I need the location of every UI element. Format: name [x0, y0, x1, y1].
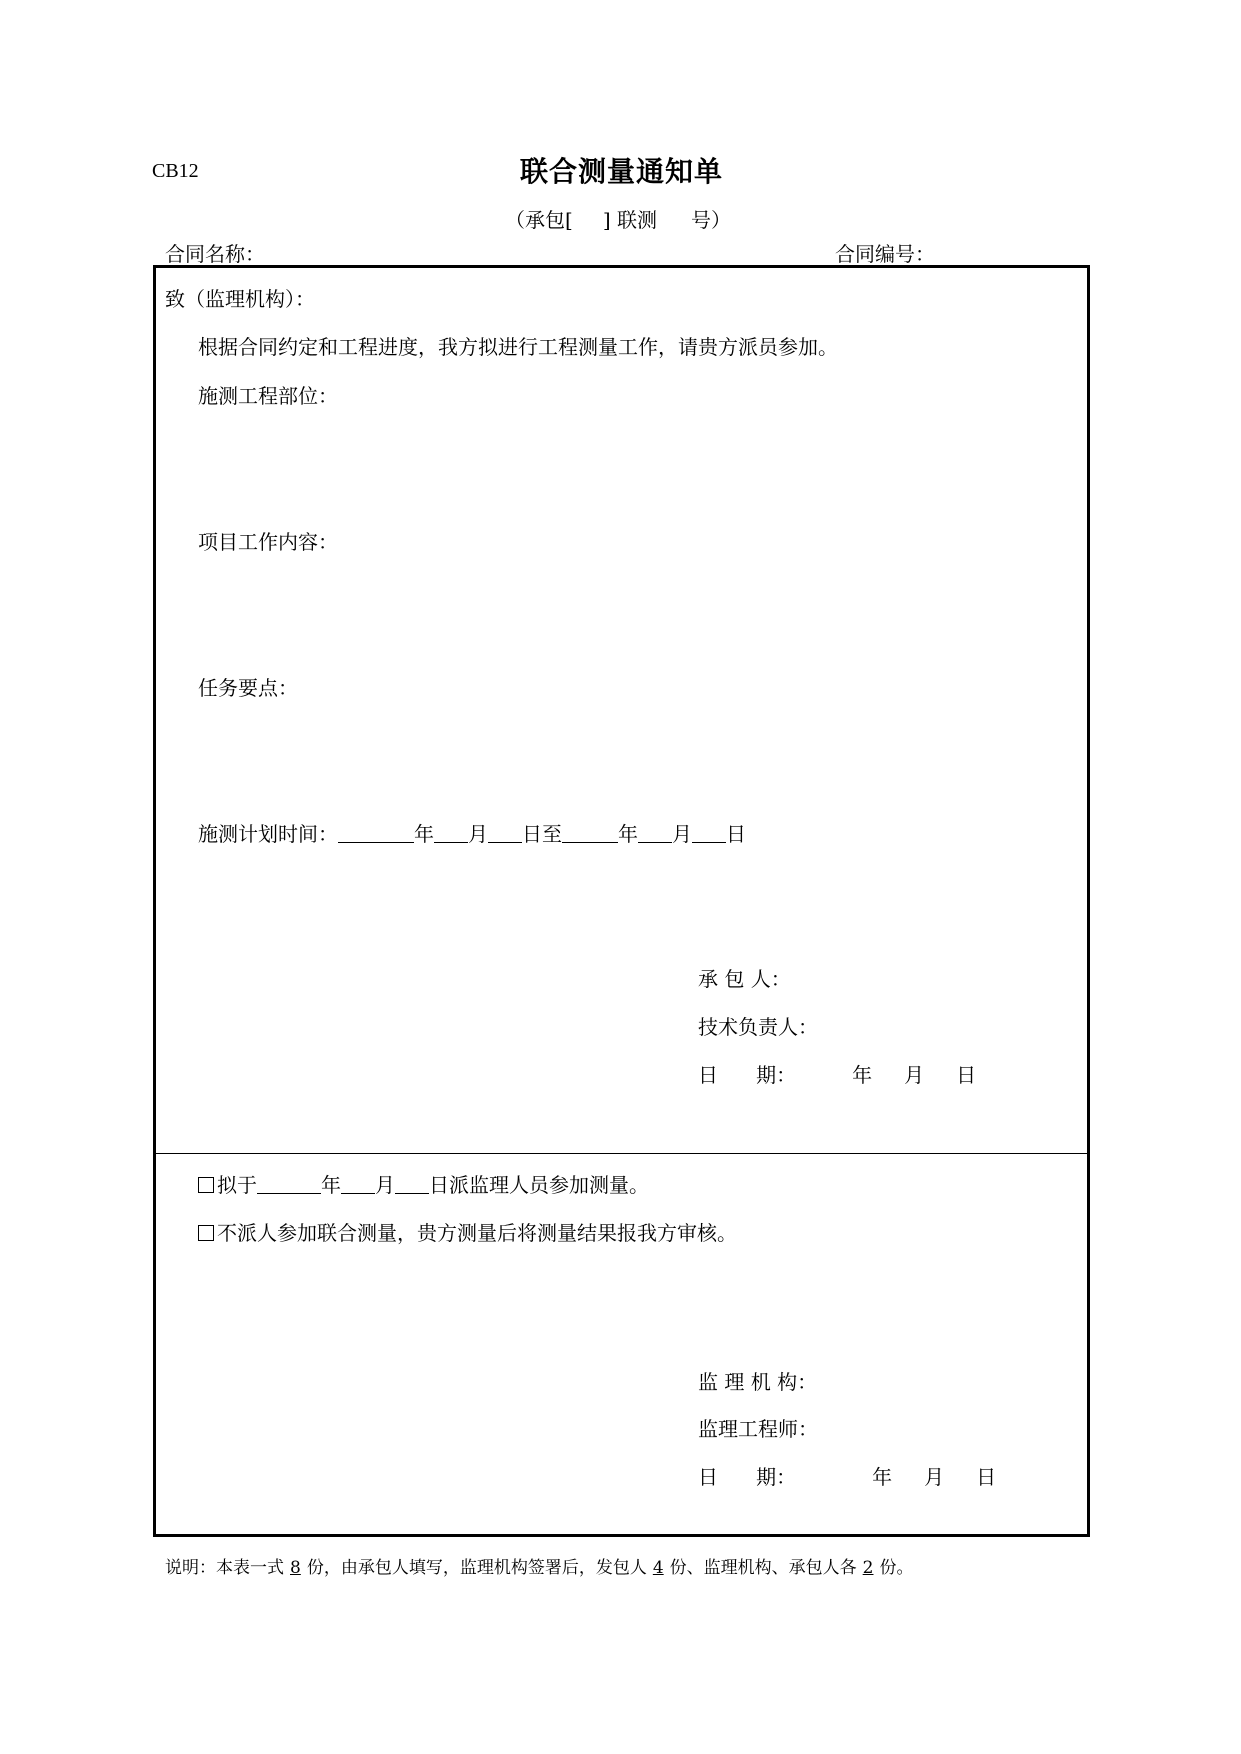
- form-number-line: [505, 204, 731, 233]
- note-copies-each: 2: [862, 1558, 874, 1578]
- subtitle-mid: ] 联测: [602, 208, 657, 232]
- schedule-day2-blank[interactable]: [692, 822, 726, 843]
- option1-month: 月: [375, 1173, 395, 1197]
- schedule-day2: 日: [726, 822, 746, 846]
- note-part1: 说明：本表一式: [165, 1558, 284, 1578]
- option1-prefix: 拟于: [217, 1173, 257, 1197]
- schedule-year2-blank[interactable]: [562, 822, 618, 843]
- agency-date-year: 年: [872, 1465, 893, 1489]
- schedule-year2: 年: [618, 822, 638, 846]
- intro-text: 根据合同约定和工程进度，我方拟进行工程测量工作，请贵方派员参加。: [198, 335, 838, 359]
- contractor-date-year: 年: [852, 1063, 873, 1087]
- option1-suffix: 日派监理人员参加测量。: [429, 1173, 649, 1197]
- option1-checkbox[interactable]: [198, 1177, 214, 1193]
- location-label: 施测工程部位：: [198, 384, 338, 408]
- option1-year-blank[interactable]: [257, 1173, 321, 1194]
- agency-date-line: [698, 1461, 996, 1490]
- option1-line: [198, 1169, 649, 1198]
- page-title: 联合测量通知单: [520, 155, 724, 188]
- contractor-date-line: [698, 1059, 976, 1088]
- note-copies-owner: 4: [652, 1558, 664, 1578]
- note-part2: 份，由承包人填写，监理机构签署后，发包人: [306, 1558, 647, 1578]
- option1-month-blank[interactable]: [341, 1173, 375, 1194]
- schedule-month2-blank[interactable]: [638, 822, 672, 843]
- option1-year: 年: [321, 1173, 341, 1197]
- schedule-month: 月: [468, 822, 488, 846]
- schedule-line: [198, 818, 746, 847]
- schedule-year-blank[interactable]: [338, 822, 414, 843]
- tech-lead-label: 技术负责人：: [698, 1015, 818, 1039]
- footer-note: [165, 1553, 913, 1578]
- option1-day-blank[interactable]: [395, 1173, 429, 1194]
- note-part3: 份、监理机构、承包人各: [669, 1558, 857, 1578]
- option2-text: 不派人参加联合测量，贵方测量后将测量结果报我方审核。: [217, 1221, 737, 1245]
- schedule-label: 施测计划时间：: [198, 822, 338, 846]
- engineer-label: 监理工程师：: [698, 1417, 818, 1441]
- contract-no-label: 合同编号：: [835, 242, 935, 266]
- option2-checkbox[interactable]: [198, 1225, 214, 1241]
- agency-date-label: 日 期：: [698, 1465, 797, 1489]
- contractor-label: 承 包 人：: [698, 967, 791, 991]
- form-code: CB12: [152, 160, 199, 182]
- key-points-label: 任务要点：: [198, 676, 298, 700]
- section-divider: [153, 1153, 1090, 1154]
- agency-label: 监 理 机 构：: [698, 1370, 818, 1394]
- schedule-day-blank[interactable]: [488, 822, 522, 843]
- to-label: 致（监理机构）：: [165, 287, 315, 311]
- contractor-date-day: 日: [956, 1063, 977, 1087]
- note-copies-total: 8: [290, 1558, 301, 1578]
- schedule-day-to: 日至: [522, 822, 562, 846]
- contract-name-label: 合同名称：: [165, 242, 265, 266]
- contractor-date-label: 日 期：: [698, 1063, 797, 1087]
- schedule-month-blank[interactable]: [434, 822, 468, 843]
- agency-date-day: 日: [976, 1465, 997, 1489]
- subtitle-close: 号）: [690, 208, 731, 232]
- schedule-month2: 月: [672, 822, 692, 846]
- agency-date-month: 月: [924, 1465, 945, 1489]
- subtitle-open: （承包[: [505, 208, 573, 232]
- option2-line: [198, 1217, 737, 1246]
- note-part4: 份。: [879, 1558, 914, 1578]
- schedule-year: 年: [414, 822, 434, 846]
- contractor-date-month: 月: [904, 1063, 925, 1087]
- form-frame: [153, 265, 1090, 1537]
- content-label: 项目工作内容：: [198, 530, 338, 554]
